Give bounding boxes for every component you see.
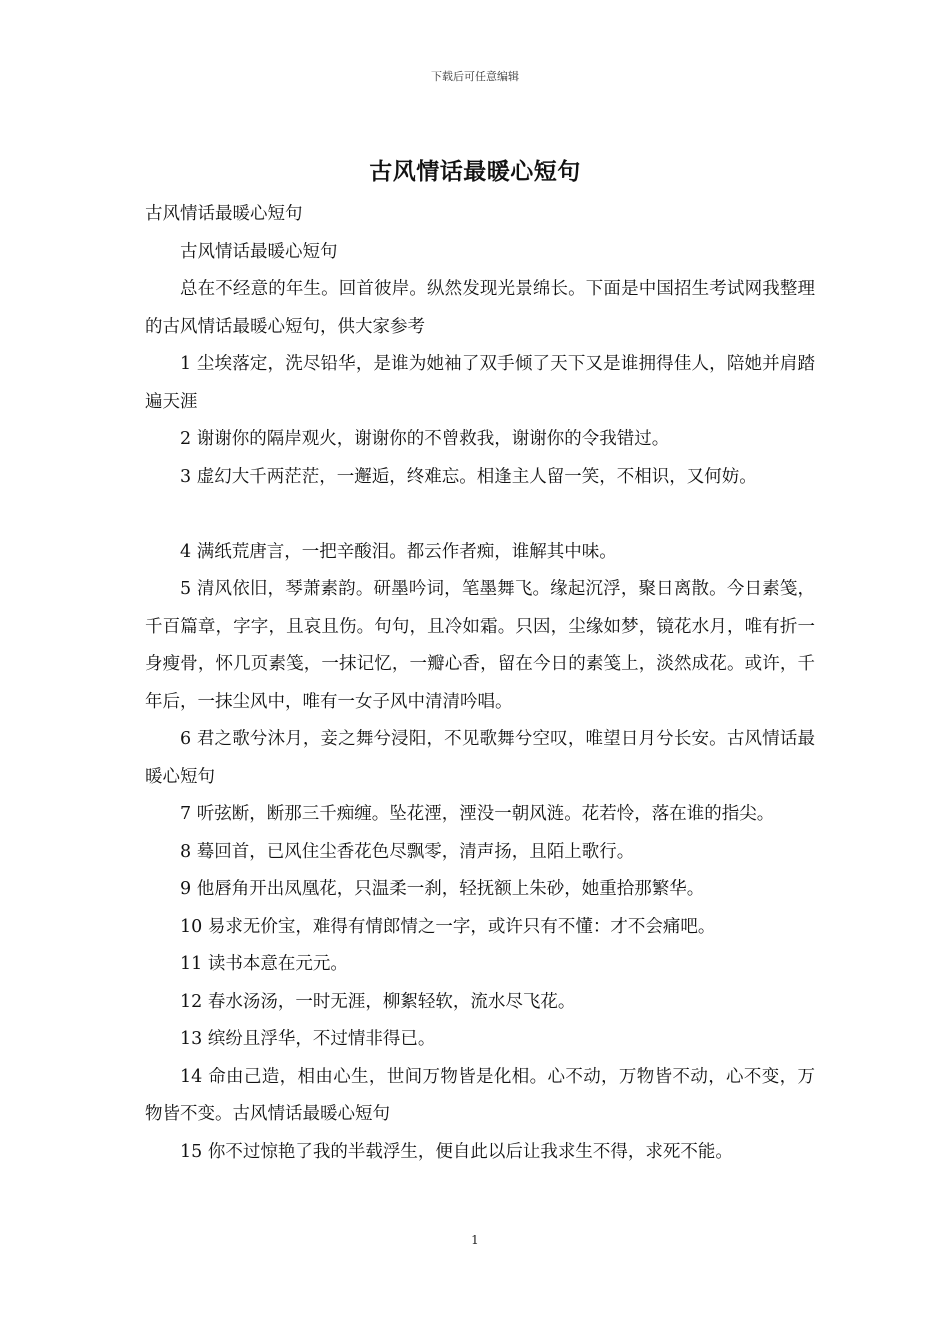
paragraph: 3 虚幻大千两茫茫，一邂逅，终难忘。相逢主人留一笑，不相识，又何妨。 bbox=[180, 466, 757, 487]
paragraph: 2 谢谢你的隔岸观火，谢谢你的不曾救我，谢谢你的令我错过。 bbox=[180, 429, 670, 449]
paragraph: 1 尘埃落定，洗尽铅华，是谁为她袖了双手倾了天下又是谁拥得佳人，陪她并肩踏遍天涯 bbox=[145, 354, 815, 412]
document-title: 古风情话最暖心短句 bbox=[369, 158, 581, 185]
page-number: 1 bbox=[471, 1233, 479, 1247]
paragraph: 8 蓦回首，已风住尘香花色尽飘零，清声扬，且陌上歌行。 bbox=[180, 841, 635, 862]
paragraph: 11 读书本意在元元。 bbox=[180, 954, 348, 974]
paragraph: 古风情话最暖心短句 bbox=[180, 241, 338, 262]
document-body bbox=[145, 196, 815, 1171]
paragraph: 13 缤纷且浮华，不过情非得已。 bbox=[180, 1029, 436, 1049]
paragraph: 15 你不过惊艳了我的半载浮生，便自此以后让我求生不得，求死不能。 bbox=[180, 1141, 733, 1162]
paragraph: 总在不经意的年生。回首彼岸。纵然发现光景绵长。下面是中国招生考试网我整理的古风情话最暖心短句，供大家参考 bbox=[145, 279, 815, 337]
paragraph: 9 他唇角开出凤凰花，只温柔一刹，轻抚额上朱砂，她重拾那繁华。 bbox=[180, 879, 705, 899]
paragraph: 14 命由己造，相由心生，世间万物皆是化相。心不动，万物皆不动，心不变，万物皆不变。古风情话最暖心短句 bbox=[145, 1066, 815, 1124]
paragraph: 4 满纸荒唐言，一把辛酸泪。都云作者痴，谁解其中味。 bbox=[180, 541, 617, 562]
paragraph: 10 易求无价宝，难得有情郎情之一字，或许只有不懂：才不会痛吧。 bbox=[180, 916, 716, 937]
paragraph: 12 春水汤汤，一时无涯，柳絮轻软，流水尽飞花。 bbox=[180, 991, 576, 1012]
page-header-note: 下载后可任意编辑 bbox=[431, 70, 519, 83]
paragraph: 5 清风依旧，琴萧素韵。研墨吟词，笔墨舞飞。缘起沉浮，聚日离散。今日素笺，千百篇章，字字，且哀且伤。句句，且冷如霜。只因，尘缘如梦，镜花水月，唯有折一身瘦骨，怀几页素笺，一抹记忆，一瓣心香，留在今日的素笺上，淡然成花。或许，千年后，一抹尘风中，唯有一女子风中清清吟唱。 bbox=[145, 579, 815, 712]
subtitle-line: 古风情话最暖心短句 bbox=[145, 204, 303, 224]
paragraph: 6 君之歌兮沐月，妾之舞兮浸阳，不见歌舞兮空叹，唯望日月兮长安。古风情话最暖心短句 bbox=[145, 729, 815, 787]
paragraph: 7 听弦断，断那三千痴缠。坠花湮，湮没一朝风涟。花若怜，落在谁的指尖。 bbox=[180, 804, 775, 824]
